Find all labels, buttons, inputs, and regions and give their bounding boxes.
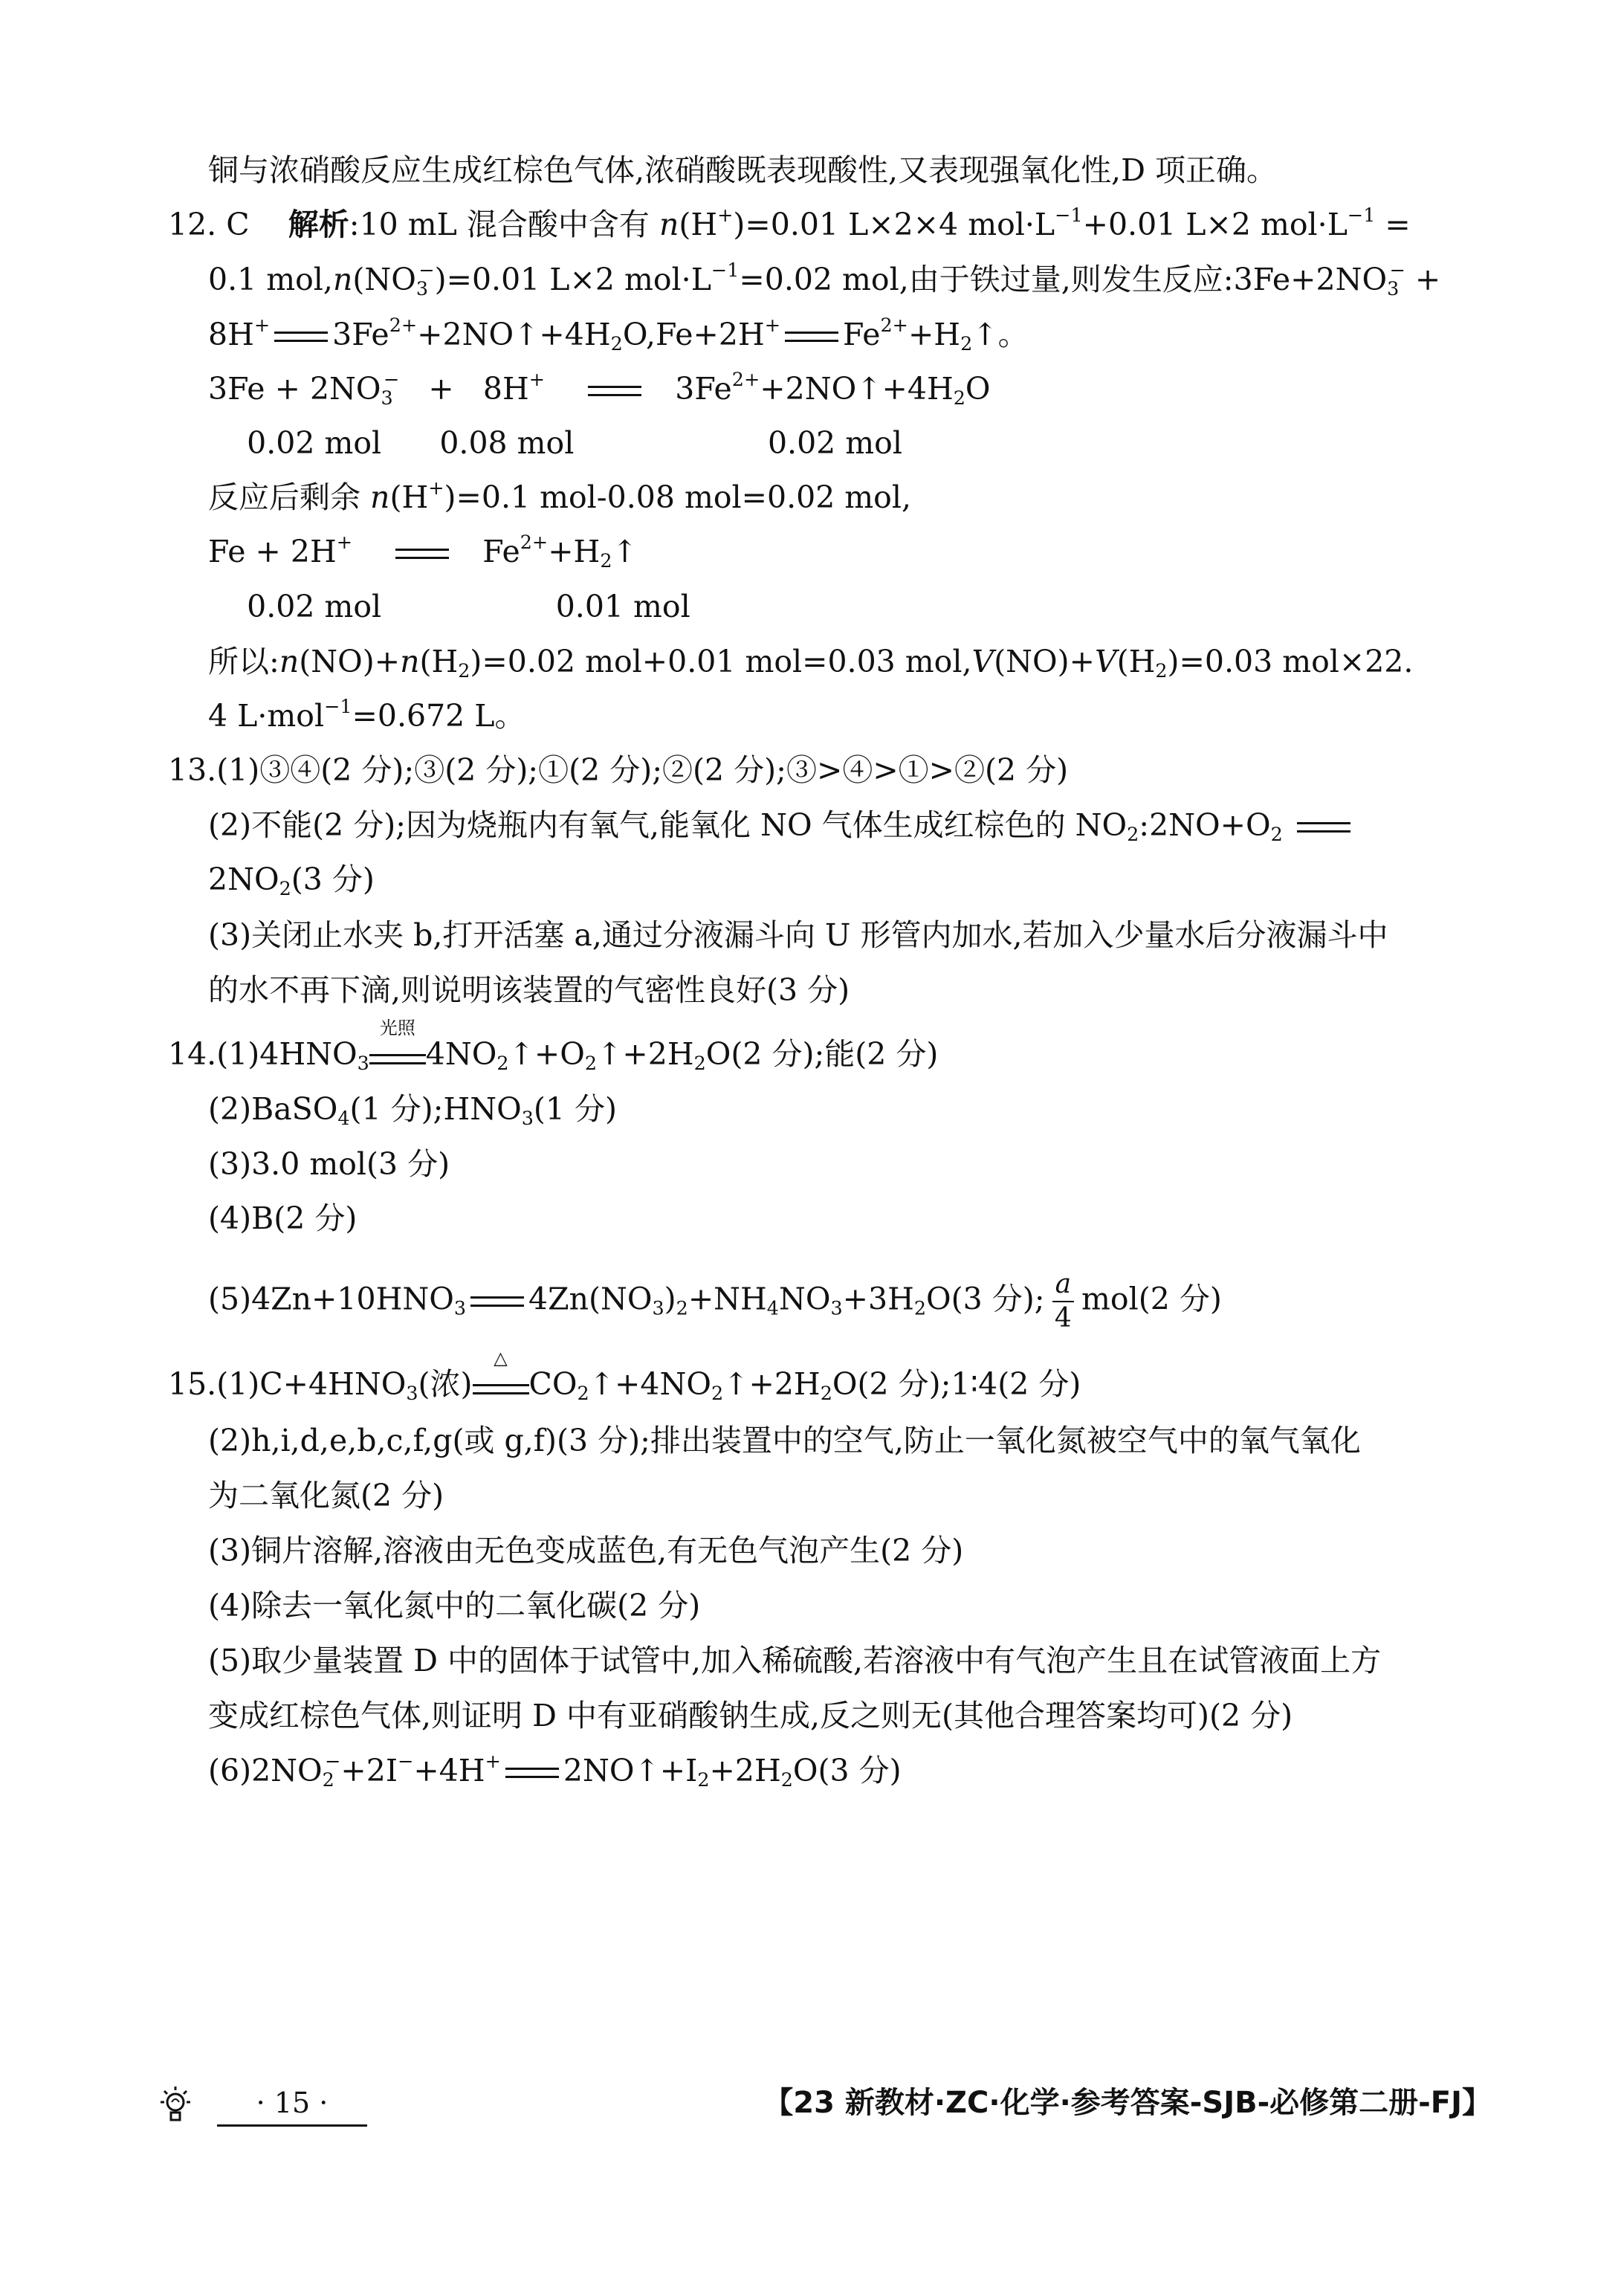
text: +0.01 L×2 mol·L xyxy=(1082,207,1348,242)
text: (2)不能(2 分);因为烧瓶内有氧气,能氧化 NO 气体生成红棕色的 NO xyxy=(208,807,1128,843)
question-15-line: $15.(1)C+4HNO_3$(浓) △ $CO_2↑+4NO_2↑+2H_2O(2$ 分);1∶4(2 分) xyxy=(168,1348,1081,1405)
question-14-line: (3)3.0 mol(3 分) xyxy=(208,1146,450,1182)
text: :2NO+O xyxy=(1139,807,1271,843)
text: ↑+4NO xyxy=(589,1366,711,1402)
text: (6)2NO xyxy=(208,1753,323,1788)
text: +2NO↑+4H xyxy=(760,371,954,407)
text: 14.(1)4HNO xyxy=(168,1036,358,1072)
equals-sign xyxy=(395,549,449,559)
text: O,Fe+2H xyxy=(622,317,765,352)
text: =0.02 mol,由于铁过量,则发生反应:3Fe+2NO xyxy=(739,262,1388,297)
text: 4 L·mol xyxy=(208,698,325,734)
text: CO xyxy=(528,1366,578,1402)
question-12-line: 12. C 解析:10 mL 混合酸中含有 n(H+)=0.01 L×2×4 $mol\cdot L^{-1}+0.01$ L×2 $mol\cdot L^{-1}$ = xyxy=(168,204,1411,242)
text: Fe + 2H xyxy=(208,534,337,569)
text: =0.02 mol+0.01 mol=0.03 mol, xyxy=(482,644,972,679)
text: +H xyxy=(548,534,601,569)
question-13-line: 13.(1)③④(2 分);③(2 分);①(2 分);②(2 分);③>④>①>②(2 分) xyxy=(168,752,1069,788)
page-footer xyxy=(0,2074,1624,2141)
text: +2NO↑+4H xyxy=(417,317,611,352)
text-line: 铜与浓硝酸反应生成红棕色气体,浓硝酸既表现酸性,又表现强氧化性,D 项正确。 xyxy=(208,152,1277,188)
text: =0.03 mol×22. xyxy=(1179,644,1414,679)
fraction xyxy=(1052,1271,1074,1332)
text: =0.01 L×2×4 mol·L xyxy=(745,207,1055,242)
text: + 8H xyxy=(399,371,529,407)
book-tag: 【23 新教材·ZC·化学·参考答案-SJB-必修第二册-FJ】 xyxy=(763,2086,1492,2120)
equals-sign xyxy=(274,332,328,342)
question-14-line: (2)BaSO$_4$(1 分)$;HNO_3(1$ 分) xyxy=(208,1091,617,1130)
text: 0.1 mol, xyxy=(208,262,333,297)
text: ↑。 xyxy=(972,317,1029,352)
text: +H xyxy=(908,317,961,352)
text-line: 反应后剩余 n(H+)=0.1 mol-0.08 mol=0.02 mol, xyxy=(208,476,912,515)
question-13-line: (2)不能(2 分);因为烧瓶内有氧气,能氧化 NO 气体生成红棕色的 $NO_2:2NO+O_2$ xyxy=(208,806,1624,844)
text: ↑+O xyxy=(508,1036,585,1072)
question-13-line: (3)关闭止水夹 b,打开活塞 a,通过分液漏斗向 U 形管内加水,若加入少量水后分液漏斗中 xyxy=(208,917,1388,953)
text: =0.01 L×2 mol·L xyxy=(446,262,711,297)
text: 3Fe xyxy=(646,371,732,407)
text: NO xyxy=(778,1281,831,1317)
equals-sign xyxy=(505,1768,559,1778)
question-15-line: (4)除去一氧化氮中的二氧化碳(2 分) xyxy=(208,1588,701,1623)
question-15-line: 为二氧化氮(2 分) xyxy=(208,1478,444,1513)
text: (3 分) xyxy=(291,862,375,897)
numerator: a xyxy=(1052,1271,1074,1302)
reaction-line: Fe + 2H+ $Fe^{2+}+H_2↑$ xyxy=(208,531,638,572)
question-12-line: 8H+ $3Fe^{2+}+2NO↑+4H_2O,Fe+2H^+$ $Fe^{2+}+H_2↑$。 xyxy=(208,314,1029,355)
condition-equals xyxy=(369,1018,426,1064)
text: 所以: xyxy=(208,644,279,679)
text: 4NO xyxy=(425,1036,497,1072)
text: (浓) xyxy=(418,1366,473,1402)
question-number: 12. C xyxy=(168,207,250,242)
text: ) xyxy=(664,1281,676,1317)
amount-line: 0.02 mol 0.01 mol xyxy=(208,589,690,624)
question-15-line: (2)h,i,d,e,b,c,f,g(或 g,f)(3 分);排出装置中的空气,防止一氧化氮被空气中的氧气氧化 xyxy=(208,1423,1361,1458)
equals-sign xyxy=(470,1296,524,1307)
equals-sign xyxy=(785,332,838,342)
condition-label: △ xyxy=(494,1348,508,1368)
question-12-line: 0.1 $mol,n(NO_3^-)=0.01$ L×2 $mol\cdot L^{-1}=0.02$ mol,由于铁过量,则发生反应$:3Fe+2NO_3^-$ + xyxy=(208,259,1441,300)
text: 4Zn(NO xyxy=(528,1281,653,1317)
text: (2)BaSO xyxy=(208,1091,338,1127)
condition-label: 光照 xyxy=(379,1018,415,1038)
text: 2NO↑+I xyxy=(563,1753,698,1788)
text: ↑+2H xyxy=(723,1366,821,1402)
text: O(3 分) xyxy=(792,1753,902,1788)
text: 2NO xyxy=(208,862,279,897)
text: = xyxy=(1375,207,1411,242)
text: =0.672 L。 xyxy=(352,698,525,734)
text: O(2 分);1∶4(2 分) xyxy=(832,1366,1081,1402)
text: O(3 分); xyxy=(926,1281,1045,1317)
text: Fe xyxy=(453,534,520,569)
condition-equals xyxy=(473,1348,529,1394)
equals-sign xyxy=(1297,822,1350,833)
equals-sign xyxy=(588,386,641,396)
text: +NH xyxy=(688,1281,767,1317)
question-13-line: $2NO_2(3$ 分) xyxy=(208,862,375,900)
text: +2H xyxy=(709,1753,781,1788)
page-number: · 15 · xyxy=(217,2084,367,2127)
text: O(2 分);能(2 分) xyxy=(705,1036,939,1072)
question-14-line: $14.(1)4HNO_3$ 光照 $4NO_2↑+O_2↑+2H_2O(2$ 分);能(2 分) xyxy=(168,1018,939,1075)
text: + xyxy=(1405,262,1441,297)
text: 15.(1)C+4HNO xyxy=(168,1366,407,1402)
analysis-label: 解析 xyxy=(288,207,349,242)
text: ↑ xyxy=(612,534,638,569)
question-15-line: (5)取少量装置 D 中的固体于试管中,加入稀硫酸,若溶液中有气泡产生且在试管液面上方 xyxy=(208,1643,1382,1678)
text: 3Fe + 2NO xyxy=(208,371,381,407)
text: :10 mL 混合酸中含有 xyxy=(349,207,659,242)
question-15-line: (3)铜片溶解,溶液由无色变成蓝色,有无色气泡产生(2 分) xyxy=(208,1533,964,1568)
question-15-line: $(6)2NO_2^-+2I^-+4H^+$ $2NO↑+I_2+2H_2O(3$ 分) xyxy=(208,1750,902,1791)
lightbulb-icon xyxy=(155,2084,196,2126)
text-line: 所以$:n(NO)+n(H_2)=0.02$ mol+0.01 mol=0.03 $mol,V(NO)+V(H_2)=0.03$ mol×22. xyxy=(208,644,1414,682)
text-line: 4 L·mol$^{-1}$=0.672 L。 xyxy=(208,695,525,734)
text: +2I xyxy=(340,1753,398,1788)
text: O xyxy=(965,371,991,407)
text: 3Fe xyxy=(332,317,389,352)
text: mol(2 分) xyxy=(1081,1281,1222,1317)
text: +4H xyxy=(413,1753,485,1788)
text: 反应后剩余 xyxy=(208,479,371,515)
question-14-line: $(5)4Zn+10HNO_3$ $4Zn(NO_3)_2+NH_4NO_3+3H_2O(3$ 分); $\frac{a}{4}$ mol(2 分) xyxy=(208,1269,1222,1334)
text: (5)4Zn+10HNO xyxy=(208,1281,454,1317)
question-15-line: 变成红棕色气体,则证明 D 中有亚硝酸钠生成,反之则无(其他合理答案均可)(2 分) xyxy=(208,1698,1293,1733)
amount-line: 0.02 mol 0.08 mol 0.02 mol xyxy=(208,425,902,461)
reaction-line: $3Fe + 2NO_3^- + 8H^+$ $3Fe^{2+}+2NO↑+4H_2O$ xyxy=(208,368,991,410)
text: 8H xyxy=(208,317,254,352)
text: +3H xyxy=(842,1281,914,1317)
question-14-line: (4)B(2 分) xyxy=(208,1200,358,1236)
denominator: 4 xyxy=(1054,1303,1072,1334)
question-13-line: 的水不再下滴,则说明该装置的气密性良好(3 分) xyxy=(208,972,850,1008)
text: (1 分);HNO xyxy=(349,1091,522,1127)
text: (1 分) xyxy=(533,1091,617,1127)
text: =0.1 mol-0.08 mol=0.02 mol, xyxy=(456,479,912,515)
text: ↑+2H xyxy=(597,1036,694,1072)
text: Fe xyxy=(843,317,881,352)
